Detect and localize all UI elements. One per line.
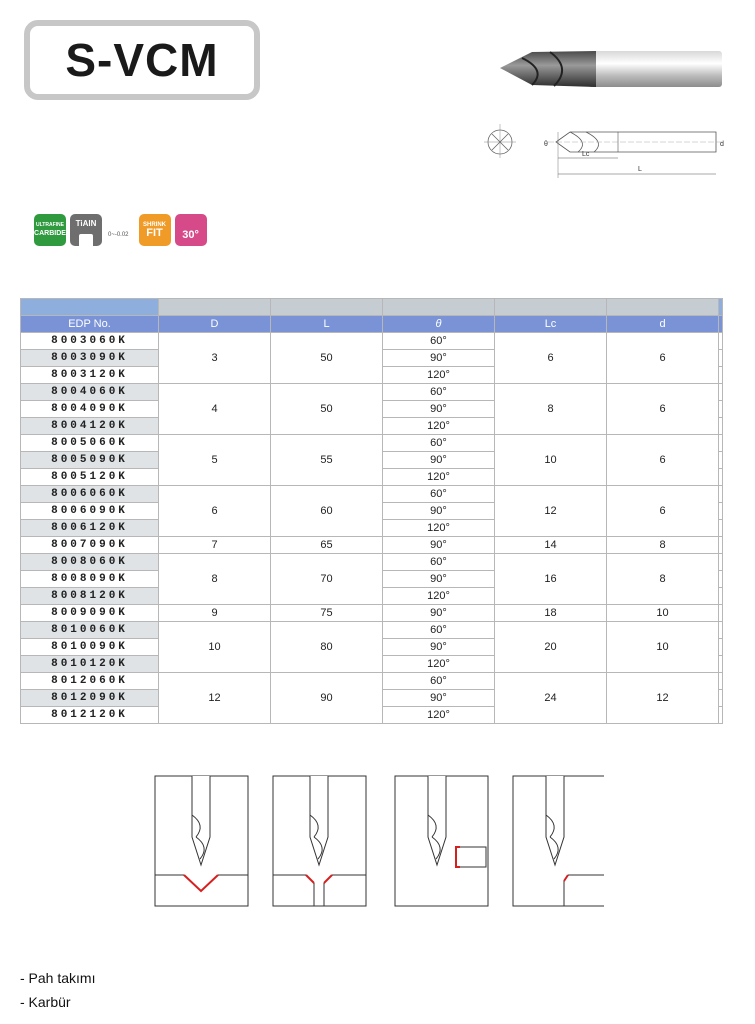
angle-cell: 90° xyxy=(383,452,495,469)
table-row xyxy=(21,554,723,571)
table-row xyxy=(21,384,723,401)
angle-cell: 120° xyxy=(383,520,495,537)
cutting-length-cell: 14 xyxy=(495,537,607,554)
table-edge xyxy=(719,469,723,486)
angle-cell: 60° xyxy=(383,435,495,452)
shank-diameter-cell: 6 xyxy=(607,333,719,384)
table-row xyxy=(21,435,723,452)
application-diagrams xyxy=(154,775,604,909)
table-edge xyxy=(719,588,723,605)
table-edge xyxy=(719,656,723,673)
edp-cell: 8004060K xyxy=(21,384,159,401)
edp-cell: 8003060K xyxy=(21,333,159,350)
length-cell: 70 xyxy=(271,554,383,605)
edp-cell: 8006090K xyxy=(21,503,159,520)
diagram-v-groove-icon xyxy=(155,776,248,906)
angle-cell: 60° xyxy=(383,622,495,639)
header-d-cap: D xyxy=(159,316,271,333)
angle-cell: 90° xyxy=(383,537,495,554)
edp-cell: 8008090K xyxy=(21,571,159,588)
diameter-cell: 9 xyxy=(159,605,271,622)
carbide-badge-icon: ULTRAFINE CARBIDE xyxy=(34,214,66,246)
edp-cell: 8012090K xyxy=(21,690,159,707)
table-edge xyxy=(719,571,723,588)
product-title-box xyxy=(24,20,260,100)
angle-cell: 90° xyxy=(383,639,495,656)
table-edge xyxy=(719,418,723,435)
angle-cell: 60° xyxy=(383,384,495,401)
table-edge xyxy=(719,367,723,384)
length-cell: 55 xyxy=(271,435,383,486)
diameter-cell: 4 xyxy=(159,384,271,435)
diameter-cell: 3 xyxy=(159,333,271,384)
edp-cell: 8006060K xyxy=(21,486,159,503)
angle-cell: 60° xyxy=(383,554,495,571)
shank-diameter-cell: 8 xyxy=(607,554,719,605)
table-row xyxy=(21,486,723,503)
length-cell: 50 xyxy=(271,333,383,384)
angle-cell: 120° xyxy=(383,656,495,673)
table-edge xyxy=(719,605,723,622)
tool-photo-icon xyxy=(492,40,728,100)
edp-cell: 8010060K xyxy=(21,622,159,639)
angle-cell: 120° xyxy=(383,469,495,486)
table-edge xyxy=(719,690,723,707)
table-row xyxy=(21,622,723,639)
angle-cell: 120° xyxy=(383,367,495,384)
edp-cell: 8005120K xyxy=(21,469,159,486)
table-edge xyxy=(719,350,723,367)
table-top-band xyxy=(21,299,723,316)
table-row xyxy=(21,333,723,350)
angle-cell: 60° xyxy=(383,486,495,503)
length-cell: 80 xyxy=(271,622,383,673)
table-edge xyxy=(719,384,723,401)
table-edge xyxy=(719,537,723,554)
length-cell: 60 xyxy=(271,486,383,537)
table-row xyxy=(21,673,723,690)
angle-cell: 90° xyxy=(383,401,495,418)
shank-diameter-cell: 10 xyxy=(607,622,719,673)
cutting-length-cell: 10 xyxy=(495,435,607,486)
shrink-fit-badge-icon: SHRINK FIT xyxy=(139,214,171,246)
table-edge xyxy=(719,622,723,639)
header-l: L xyxy=(271,316,383,333)
note-item: - Karbür xyxy=(20,994,71,1010)
tolerance-text: 0~-0.02 xyxy=(108,232,129,238)
edp-cell: 8004090K xyxy=(21,401,159,418)
edp-cell: 8003120K xyxy=(21,367,159,384)
table-edge xyxy=(719,520,723,537)
edp-cell: 8003090K xyxy=(21,350,159,367)
angle-cell: 120° xyxy=(383,418,495,435)
edp-cell: 8010120K xyxy=(21,656,159,673)
product-title: S-VCM xyxy=(65,34,219,86)
table-edge xyxy=(719,707,723,724)
edp-cell: 8005090K xyxy=(21,452,159,469)
table-edge xyxy=(719,503,723,520)
angle-cell: 60° xyxy=(383,673,495,690)
shank-diameter-cell: 8 xyxy=(607,537,719,554)
table-edge xyxy=(719,401,723,418)
shank-diameter-cell: 12 xyxy=(607,673,719,724)
coating-badge-icon: TiAlN xyxy=(70,214,102,246)
edp-cell: 8004120K xyxy=(21,418,159,435)
cutting-length-cell: 18 xyxy=(495,605,607,622)
table-edge xyxy=(719,486,723,503)
shank-diameter-cell: 6 xyxy=(607,384,719,435)
diameter-cell: 5 xyxy=(159,435,271,486)
table-edge xyxy=(719,452,723,469)
diagram-edge-chamfer-icon xyxy=(513,776,604,906)
angle-cell: 120° xyxy=(383,707,495,724)
edp-cell: 8005060K xyxy=(21,435,159,452)
cutting-length-cell: 6 xyxy=(495,333,607,384)
diagram-side-chamfer-icon xyxy=(395,776,488,906)
diagram-chamfer-slot-icon xyxy=(273,776,366,906)
angle-cell: 90° xyxy=(383,350,495,367)
helix-angle-badge-icon: 30° xyxy=(175,214,207,246)
table-header-row xyxy=(21,316,723,333)
table-edge xyxy=(719,554,723,571)
diameter-cell: 7 xyxy=(159,537,271,554)
dim-d-label: d xyxy=(720,141,724,148)
angle-cell: 120° xyxy=(383,588,495,605)
cutting-length-cell: 12 xyxy=(495,486,607,537)
table-edge xyxy=(719,333,723,350)
table-edge xyxy=(719,673,723,690)
angle-cell: 90° xyxy=(383,503,495,520)
angle-cell: 90° xyxy=(383,605,495,622)
cutting-length-cell: 16 xyxy=(495,554,607,605)
edp-cell: 8008060K xyxy=(21,554,159,571)
dim-l-label: L xyxy=(638,166,642,173)
angle-cell: 60° xyxy=(383,333,495,350)
length-cell: 90 xyxy=(271,673,383,724)
edp-cell: 8006120K xyxy=(21,520,159,537)
edp-cell: 8007090K xyxy=(21,537,159,554)
edp-cell: 8010090K xyxy=(21,639,159,656)
length-cell: 75 xyxy=(271,605,383,622)
header-edp: EDP No. xyxy=(21,316,159,333)
cutting-length-cell: 20 xyxy=(495,622,607,673)
header-lc: Lc xyxy=(495,316,607,333)
length-cell: 65 xyxy=(271,537,383,554)
table-row xyxy=(21,605,723,622)
dimension-drawing-icon xyxy=(478,118,728,182)
edp-cell: 8012060K xyxy=(21,673,159,690)
header-d: d xyxy=(607,316,719,333)
feature-badges xyxy=(34,214,207,246)
table-edge xyxy=(719,435,723,452)
diameter-cell: 10 xyxy=(159,622,271,673)
edp-cell: 8009090K xyxy=(21,605,159,622)
edp-cell: 8012120K xyxy=(21,707,159,724)
dim-lc-label: Lc xyxy=(582,151,590,158)
shank-diameter-cell: 10 xyxy=(607,605,719,622)
dim-theta-label: θ xyxy=(544,141,548,148)
header-theta: θ xyxy=(383,316,495,333)
note-item: - Pah takımı xyxy=(20,970,96,986)
notes-list xyxy=(20,966,95,1014)
cutting-length-cell: 24 xyxy=(495,673,607,724)
diameter-cell: 6 xyxy=(159,486,271,537)
angle-cell: 90° xyxy=(383,690,495,707)
diameter-cell: 12 xyxy=(159,673,271,724)
length-cell: 50 xyxy=(271,384,383,435)
angle-cell: 90° xyxy=(383,571,495,588)
spec-table xyxy=(20,298,723,724)
table-row xyxy=(21,537,723,554)
shank-diameter-cell: 6 xyxy=(607,435,719,486)
shank-diameter-cell: 6 xyxy=(607,486,719,537)
table-edge xyxy=(719,639,723,656)
diameter-cell: 8 xyxy=(159,554,271,605)
edp-cell: 8008120K xyxy=(21,588,159,605)
cutting-length-cell: 8 xyxy=(495,384,607,435)
